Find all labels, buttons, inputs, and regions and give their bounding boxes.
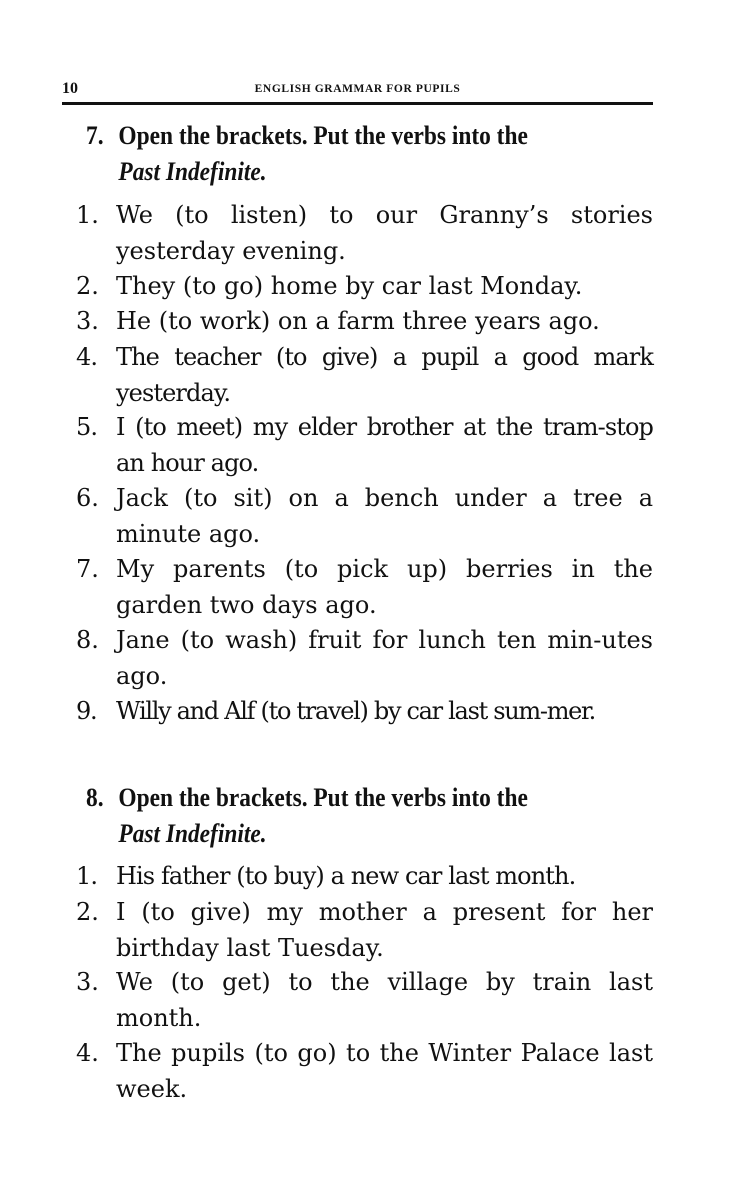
item-number: 2. (76, 272, 99, 300)
exercise-item (76, 623, 653, 694)
item-text: My parents (to pick up) berries in the garden two days ago. (116, 555, 653, 619)
item-text: Jack (to sit) on a bench under a tree a minute ago. (116, 484, 653, 548)
page-header (62, 80, 653, 105)
item-number: 2. (76, 898, 99, 926)
item-text: Jane (to wash) fruit for lunch ten min-utes ago. (116, 626, 653, 690)
exercise-item (76, 481, 653, 552)
item-text: He (to work) on a farm three years ago. (116, 307, 600, 335)
page-number: 10 (62, 80, 78, 97)
exercise-7-title (86, 118, 590, 190)
item-text: The pupils (to go) to the Winter Palace last week. (116, 1039, 653, 1103)
item-number: 8. (76, 626, 99, 654)
exercise-item (76, 304, 653, 340)
item-number: 7. (76, 555, 99, 583)
item-text: We (to get) to the village by train last month. (116, 968, 653, 1032)
item-text: I (to meet) my elder brother at the tram-stop an hour ago. (116, 413, 653, 477)
item-text: I (to give) my mother a present for her birthday last Tuesday. (116, 898, 653, 962)
item-number: 1. (76, 862, 98, 890)
exercise-item (76, 269, 653, 305)
item-number: 4. (76, 1039, 99, 1067)
item-number: 4. (76, 343, 98, 371)
item-number: 3. (76, 307, 99, 335)
exercise-item (76, 859, 653, 895)
exercise-number: 8. (86, 783, 104, 812)
exercise-tense: Past Indefinite. (118, 157, 267, 186)
running-title: ENGLISH GRAMMAR FOR PUPILS (254, 83, 461, 95)
exercise-instruction: Open the brackets. Put the verbs into the (118, 783, 528, 812)
item-number: 1. (76, 201, 99, 229)
exercise-item (76, 552, 653, 623)
exercise-tense: Past Indefinite. (118, 819, 267, 848)
item-number: 5. (76, 413, 98, 441)
item-text: The teacher (to give) a pupil a good mark yesterday. (116, 343, 653, 407)
item-text: We (to listen) to our Granny’s stories yesterday evening. (116, 201, 653, 265)
exercise-8-title (86, 780, 590, 852)
exercise-item (76, 1036, 653, 1107)
exercise-item (76, 965, 653, 1036)
exercise-item (76, 198, 653, 269)
exercise-item (76, 410, 653, 481)
exercise-number: 7. (86, 121, 104, 150)
item-text: His father (to buy) a new car last month. (116, 862, 576, 890)
exercise-item (76, 895, 653, 966)
item-number: 9. (76, 697, 97, 725)
item-number: 3. (76, 968, 99, 996)
exercise-item (76, 340, 653, 411)
item-text: Willy and Alf (to travel) by car last sum-mer. (116, 697, 595, 725)
exercise-item (76, 694, 653, 730)
item-text: They (to go) home by car last Monday. (116, 272, 583, 300)
item-number: 6. (76, 484, 99, 512)
exercise-instruction: Open the brackets. Put the verbs into the (118, 121, 528, 150)
